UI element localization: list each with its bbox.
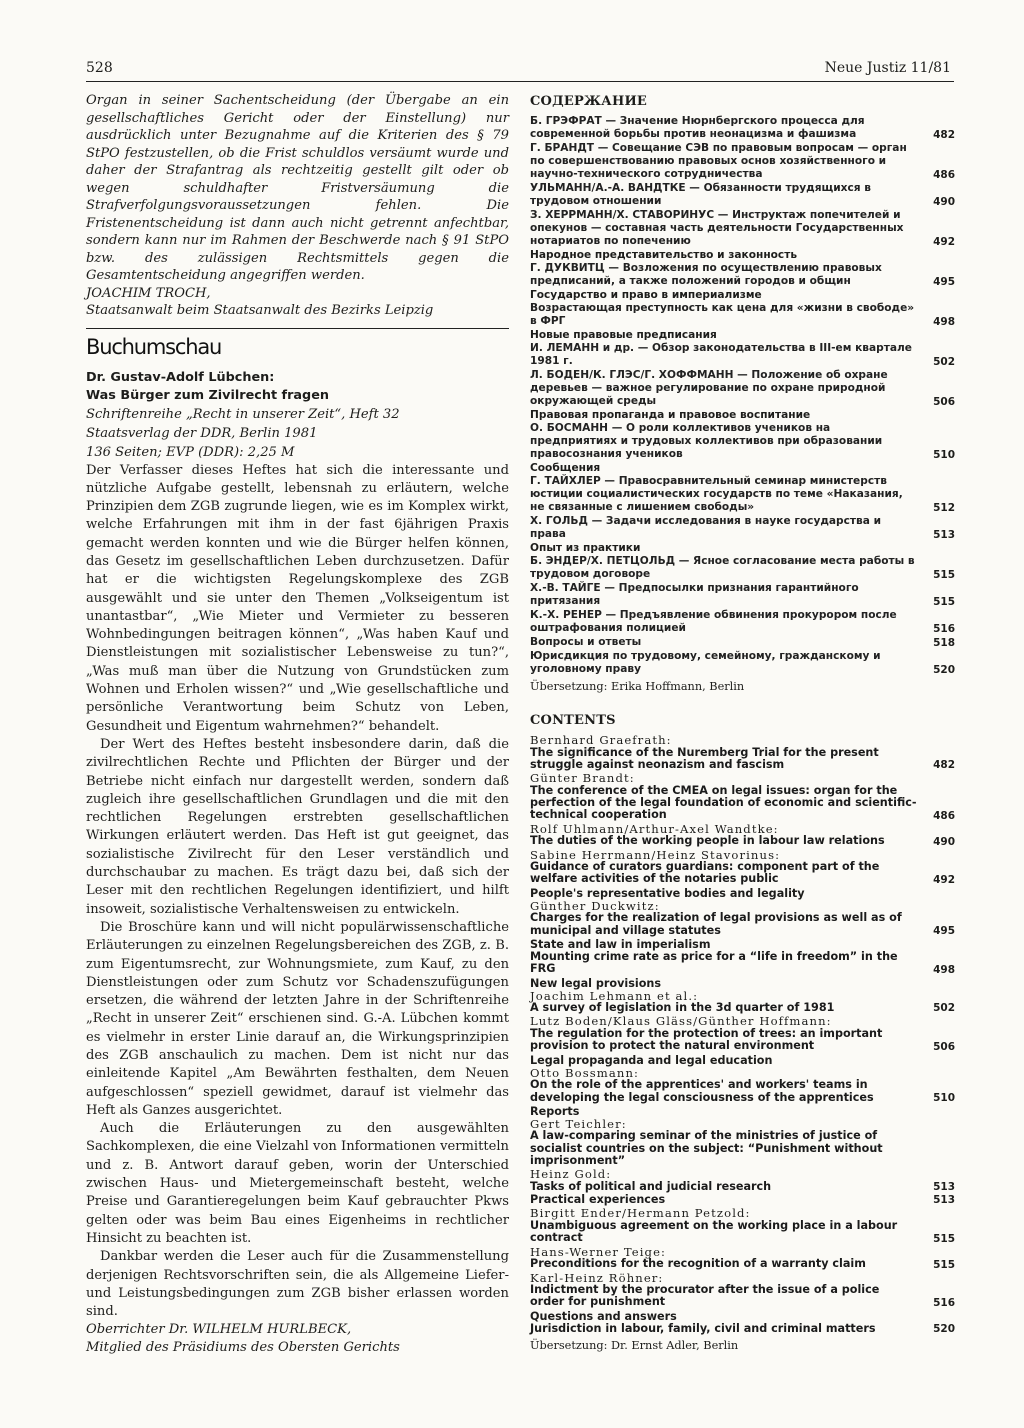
toc-russian-entry (530, 329, 955, 368)
toc-english-author: Bernhard Graefrath: (530, 733, 672, 747)
toc-english-category: People's representative bodies and legality (530, 886, 805, 900)
toc-english-category: State and law in imperialism (530, 937, 711, 951)
toc-english-author: Joachim Lehmann et al.: (530, 988, 699, 1003)
review-book-title: Was Bürger zum Zivilrecht fragen (86, 387, 329, 403)
toc-english-entry-text: Preconditions for the recognition of a warranty claim (530, 1257, 866, 1271)
toc-english-author: Lutz Boden/Klaus Gläss/Günther Hoffmann: (530, 1014, 832, 1029)
toc-english-author: Sabine Herrmann/Heinz Stavorinus: (530, 847, 781, 862)
toc-english-entry-row (530, 951, 955, 976)
toc-russian-entry-text: Юрисдикция по трудовому, семейному, гражданскому и уголовному праву (530, 650, 881, 675)
toc-russian-entry-row (530, 142, 955, 181)
toc-english-entry-text: Guidance of curators guardians: component part of the welfare activities of the notaries public (530, 860, 880, 886)
toc-russian-entry-row (530, 515, 955, 541)
toc-russian-entry-text: Г. ТАЙХЛЕР — Правосравнительный семинар министерств юстиции социалистических государств по теме «Наказания, не связанные с лишением свободы» (530, 475, 903, 513)
toc-russian-page-number: 482 (933, 129, 955, 141)
toc-english-entry (530, 1246, 955, 1271)
toc-english-author: Hans-Werner Teige: (530, 1244, 667, 1259)
toc-russian-entry-text: Г. ДУКВИТЦ — Возложения по осуществлению правовых предписаний, а также положений городов и общин (530, 262, 882, 287)
toc-english-page-number: 513 (933, 1194, 955, 1207)
toc-english-entry-row (530, 1028, 955, 1053)
toc-russian-entry-text: И. ЛЕМАНН и др. — Обзор законодательства в III-ем квартале 1981 г. (530, 342, 912, 367)
toc-english-entry-row (530, 1194, 955, 1206)
toc-russian-page-number: 520 (933, 664, 955, 676)
toc-russian-entry-row (530, 262, 955, 288)
toc-english-entry-row (530, 1284, 955, 1309)
toc-russian-page-number: 515 (933, 596, 955, 608)
toc-russian-entry (530, 182, 955, 208)
review-book-author: Dr. Gustav-Adolf Lübchen: (86, 369, 275, 385)
toc-russian-page-number: 512 (933, 502, 955, 514)
toc-english-page-number: 520 (933, 1323, 955, 1336)
toc-english-page-number: 502 (933, 1002, 955, 1015)
toc-english-page-number: 515 (933, 1232, 955, 1245)
toc-russian-list (530, 115, 955, 676)
toc-russian-entry (530, 462, 955, 514)
toc-english-translator: Übersetzung: Dr. Ernst Adler, Berlin (530, 1339, 739, 1353)
toc-russian-entry (530, 582, 955, 608)
toc-english-author: Rolf Uhlmann/Arthur-Axel Wandtke: (530, 821, 779, 836)
toc-english-entry-text: On the role of the apprentices' and workers' teams in developing the legal consciousness of the apprentices (530, 1078, 874, 1104)
toc-russian-entry-text: Г. БРАНДТ — Совещание СЭВ по правовым вопросам — орган по совершенствованию правовых основ хозяйственного и научно-технического сотрудничества (530, 142, 907, 180)
toc-russian-category: Правовая пропаганда и правовое воспитание (530, 409, 811, 421)
toc-russian-entry-text: Вопросы и ответы (530, 636, 642, 648)
toc-russian-page-number: 516 (933, 623, 955, 635)
toc-english-entry (530, 938, 955, 976)
toc-english-entry-text: The regulation for the protection of trees: an important provision to protect the natural environment (530, 1027, 883, 1053)
toc-russian-page-number: 502 (933, 356, 955, 368)
page-number: 528 (86, 60, 113, 76)
toc-english-entry-text: Tasks of political and judicial research (530, 1179, 772, 1193)
toc-russian-category: Народное представительство и законность (530, 249, 798, 261)
toc-russian-entry-text: Возрастающая преступность как цена для «жизни в свободе» в ФРГ (530, 302, 915, 327)
toc-russian-title: СОДЕРЖАНИЕ (530, 94, 648, 109)
toc-english-category: New legal provisions (530, 976, 662, 990)
toc-russian-entry-row (530, 475, 955, 514)
toc-russian-entry-row (530, 182, 955, 208)
toc-english-entry-text: The conference of the CMEA on legal issues: organ for the perfection of the legal foundation of economic and scientific-technical cooperation (530, 783, 917, 822)
toc-english-page-number: 482 (933, 759, 955, 772)
toc-russian-category: Новые правовые предписания (530, 329, 717, 341)
toc-english-page-number: 510 (933, 1091, 955, 1104)
review-details: 136 Seiten; EVP (DDR): 2,25 M (86, 444, 295, 460)
toc-russian-page-number: 518 (933, 637, 955, 649)
toc-russian-page-number: 506 (933, 396, 955, 408)
toc-english-entry-text: Jurisdiction in labour, family, civil and criminal matters (530, 1321, 876, 1335)
toc-english-entry-row (530, 747, 955, 772)
toc-russian-entry-row (530, 555, 955, 581)
toc-english-page-number: 490 (933, 835, 955, 848)
toc-english-entry (530, 1272, 955, 1309)
toc-english-entry (530, 1168, 955, 1193)
toc-english-entry-text: A survey of legislation in the 3d quarter of 1981 (530, 1001, 835, 1015)
toc-english-title: CONTENTS (530, 713, 616, 728)
toc-english-entry (530, 977, 955, 1015)
reviewer-title: Mitglied des Präsidiums des Obersten Gerichts (86, 1339, 400, 1355)
toc-russian-entry (530, 609, 955, 635)
toc-russian-translator: Übersetzung: Erika Hoffmann, Berlin (530, 680, 745, 693)
toc-english-author: Gert Teichler: (530, 1116, 627, 1131)
toc-english-entry-text: Unambiguous agreement on the working place in a labour contract (530, 1219, 898, 1245)
toc-english-entry-row (530, 1323, 955, 1335)
journal-issue: Neue Justiz 11/81 (824, 60, 951, 76)
toc-english-entry (530, 772, 955, 821)
header-rule (86, 81, 954, 82)
toc-russian-entry-text: О. БОСМАНН — О роли коллективов учеников на предприятиях и трудовых коллективов при образовании правосознания учеников (530, 422, 883, 460)
section-rule (86, 328, 509, 329)
review-paragraph: Der Verfasser dieses Heftes hat sich die interessante und nützliche Aufgabe gestellt, lebensnah zu erläutern, welche Prinzipien dem ZGB zugrunde liegen, wie es im Komplex wirkt, welche Erfahrungen mit ihm in der fast 6jährigen Praxis gemacht werden konnten und wie die Bürger helfen können, das Gesetz im gesellschaftlichen Leben durchzusetzen. Dafür hat er die wichtigsten Regelungskomplexe des ZGB ausgewählt und sie unter den Themen „Volkseigentum ist unantastbar“, „Wie Mieter und Vermieter zu besseren Wohnbedingungen beitragen können“, „Was haben Kauf und Dienstleistungen mit sozialistischer Lebensweise zu tun?“, „Was muß man über die Nutzung von Grundstücken zum Wohnen und Erholen wissen?“ und „Wie gesellschaftliche und persönliche Verantwortung beim Schutz von Leben, Gesundheit und Eigentum wahrnehmen?“ behandelt. (86, 462, 509, 734)
article-author-name: JOACHIM TROCH, (86, 285, 211, 301)
toc-english-entry-row (530, 912, 955, 937)
toc-english-entry (530, 823, 955, 848)
right-column (530, 92, 955, 1352)
toc-russian-page-number: 495 (933, 276, 955, 288)
toc-english-entry-row (530, 1079, 955, 1104)
toc-russian-entry (530, 515, 955, 541)
toc-russian-entry-row (530, 422, 955, 461)
toc-english-entry-row (530, 835, 955, 847)
toc-russian-page-number: 492 (933, 236, 955, 248)
toc-russian-page-number: 486 (933, 169, 955, 181)
toc-english-author: Otto Bossmann: (530, 1065, 640, 1080)
toc-english-author: Günter Brandt: (530, 771, 635, 786)
toc-russian-category: Государство и право в империализме (530, 289, 762, 301)
toc-russian-entry-text: Б. ГРЭФРАТ — Значение Нюрнбергского процесса для современной борьбы против неонацизма и фашизма (530, 115, 865, 140)
toc-russian-entry-text: К.-Х. РЕНЕР — Предъявление обвинения прокурором после оштрафования полицией (530, 609, 897, 634)
toc-russian-entry-row (530, 582, 955, 608)
toc-english-entry-row (530, 861, 955, 886)
toc-english-entry-row (530, 1130, 955, 1167)
toc-russian-entry (530, 249, 955, 288)
toc-russian-page-number: 513 (933, 529, 955, 541)
toc-english-author: Günther Duckwitz: (530, 898, 660, 913)
toc-russian-page-number: 515 (933, 569, 955, 581)
toc-russian-page-number: 490 (933, 196, 955, 208)
toc-russian-entry (530, 542, 955, 581)
toc-russian-page-number: 498 (933, 316, 955, 328)
toc-russian-entry (530, 115, 955, 141)
toc-english-entry-row (530, 1220, 955, 1245)
toc-english-category: Questions and answers (530, 1309, 677, 1323)
toc-english-list (530, 734, 955, 1335)
toc-russian-entry-row (530, 209, 955, 248)
review-paragraph: Der Wert des Heftes besteht insbesondere darin, daß die zivilrechtlichen Rechte und Pflichten der Bürger und der Betriebe nicht einfach nur dargestellt werden, sondern daß zugleich ihre gesellschaftlichen Grundlagen und die mit den rechtlichen Regelungen erstrebten gesellschaftlichen Wirkungen erläutert werden. Das Heft ist gut geeignet, das sozialistische Zivilrecht für den Leser verständlich und durchschaubar zu machen. Es trägt dazu bei, daß sich der Leser mit den rechtlichen Regelungen identifiziert, und hilft insoweit, sozialistische Verhaltensweisen zu entwickeln. (86, 736, 509, 917)
toc-english-page-number: 506 (933, 1040, 955, 1053)
toc-russian-entry (530, 289, 955, 328)
section-title: Buchumschau (86, 334, 222, 359)
toc-russian-category: Опыт из практики (530, 542, 641, 554)
review-publisher: Staatsverlag der DDR, Berlin 1981 (86, 425, 318, 441)
toc-english-entry-row (530, 1258, 955, 1270)
toc-russian-entry-row (530, 609, 955, 635)
review-paragraph: Dankbar werden die Leser auch für die Zusammenstellung derjenigen Rechtsvorschriften sein, die als Allgemeine Liefer- und Leistungsbedingungen zum ZGB bisher erlassen worden sind. (86, 1249, 509, 1320)
toc-russian-entry (530, 650, 955, 676)
review-series: Schriftenreihe „Recht in unserer Zeit“, Heft 32 (86, 406, 400, 422)
toc-english-page-number: 495 (933, 924, 955, 937)
toc-english-page-number: 516 (933, 1296, 955, 1309)
toc-english-entry (530, 1015, 955, 1052)
toc-english-entry-row (530, 1181, 955, 1193)
toc-english-entry (530, 887, 955, 937)
article-author-title: Staatsanwalt beim Staatsanwalt des Bezirks Leipzig (86, 303, 434, 318)
toc-russian-entry-row (530, 302, 955, 328)
toc-english-entry-row (530, 785, 955, 822)
toc-english-category: Legal propaganda and legal education (530, 1053, 773, 1067)
toc-russian-entry-text: Б. ЭНДЕР/Х. ПЕТЦОЛЬД — Ясное согласование места работы в трудовом договоре (530, 555, 915, 580)
toc-russian-entry (530, 636, 955, 649)
toc-russian-entry-text: Л. БОДЕН/К. ГЛЭС/Г. ХОФФМАНН — Положение об охране деревьев — важное регулирование по охране природной окружающей среды (530, 369, 888, 407)
toc-english-page-number: 492 (933, 873, 955, 886)
toc-english-page-number: 515 (933, 1258, 955, 1271)
toc-english-entry (530, 1207, 955, 1244)
toc-english-page-number: 486 (933, 809, 955, 822)
toc-english-entry-text: The significance of the Nuremberg Trial for the present struggle against neonazism and fascism (530, 745, 879, 771)
toc-russian-entry (530, 409, 955, 461)
toc-english-entry (530, 849, 955, 886)
toc-russian-entry-row (530, 342, 955, 368)
toc-english-page-number: 513 (933, 1181, 955, 1194)
toc-russian-entry-text: Х. ГОЛЬД — Задачи исследования в науке государства и права (530, 515, 882, 540)
toc-russian-category: Сообщения (530, 462, 601, 474)
toc-russian-entry-row (530, 115, 955, 141)
toc-russian-entry-text: УЛЬМАНН/А.-А. ВАНДТКЕ — Обязанности трудящихся в трудовом отношении (530, 182, 871, 207)
toc-english-author: Heinz Gold: (530, 1167, 612, 1182)
reviewer-name: Oberrichter Dr. WILHELM HURLBECK, (86, 1322, 352, 1338)
toc-english-page-number: 498 (933, 963, 955, 976)
toc-russian-entry-row (530, 650, 955, 676)
toc-english-entry (530, 1054, 955, 1104)
toc-english-entry-text: The duties of the working people in labour law relations (530, 834, 885, 848)
toc-russian-entry (530, 142, 955, 181)
review-paragraph: Die Broschüre kann und will nicht populärwissenschaftliche Erläuterungen zu einzelnen Regelungsbereichen des ZGB, z. B. zum Eigentumsrecht, zur Wohnungsmiete, zum Kauf, zu den Dienstleistungen oder zum Schutz vor Schadenszufügungen ersetzen, die während der letzten Jahre in der Schriftenreihe „Recht in unserer Zeit“ erschienen sind. G.-A. Lübchen kommt es vielmehr in erster Linie darauf an, die Wirkungsprinzipien des ZGB anschaulich zu machen. Dem ist nicht nur das einleitende Kapitel „Am Bewährten festhalten, dem Neuen aufgeschlossen“ speziell gewidmet, darauf ist vielmehr das Heft als Ganzes ausgerichtet. (86, 919, 509, 1118)
toc-english-entry-text: Practical experiences (530, 1193, 666, 1207)
toc-english-entry-text: A law-comparing seminar of the ministries of justice of socialist countries on the subject: “Punishment without imprisonment” (530, 1129, 883, 1167)
toc-english-entry-row (530, 1002, 955, 1014)
toc-english-category: Reports (530, 1104, 580, 1118)
toc-english-entry (530, 1194, 955, 1206)
toc-russian-entry (530, 369, 955, 408)
toc-english-entry-text: Indictment by the procurator after the issue of a police order for punishment (530, 1283, 880, 1309)
left-column (86, 92, 509, 1356)
toc-english-author: Birgitt Ender/Hermann Petzold: (530, 1206, 751, 1221)
continued-article-text: Organ in seiner Sachentscheidung (der Übergabe an ein gesellschaftliches Gericht oder der Einstellung) nur ausdrücklich unter Bezugnahme auf die Kriterien des § 79 StPO festzustellen, ob die Frist schuldlos versäumt wurde und daher der Strafantrag als rechtzeitig gestellt gilt oder ob wegen schuldhafter Fristversäumung die Strafverfolgungsvoraussetzungen fehlen. Die Fristenentscheidung ist dann auch nicht getrennt anfechtbar, sondern kann nur im Rahmen der Beschwerde nach § 91 StPO bzw. des zulässigen Rechtsmittels gegen die Gesamtentscheidung angegriffen werden. (86, 93, 509, 283)
toc-english-entry (530, 734, 955, 771)
toc-english-entry (530, 1105, 955, 1167)
toc-russian-entry-text: Х.-В. ТАЙГЕ — Предпосылки признания гарантийного притязания (530, 582, 859, 607)
toc-english-entry-text: Mounting crime rate as price for a “life in freedom” in the FRG (530, 949, 898, 976)
toc-english-entry (530, 1310, 955, 1335)
toc-russian-entry-text: З. ХЕРРМАНН/Х. СТАВОРИНУС — Инструктаж попечителей и опекунов — составная часть деятельности Государственных нотариатов по попечению (530, 209, 904, 247)
toc-english-author: Karl-Heinz Röhner: (530, 1270, 664, 1285)
review-header (86, 369, 509, 462)
toc-russian-entry (530, 209, 955, 248)
toc-russian-entry-row (530, 636, 955, 649)
toc-russian-entry-row (530, 369, 955, 408)
review-paragraph: Auch die Erläuterungen zu den ausgewählten Sachkomplexen, die eine Vielzahl von Informationen vermitteln und z. B. Antwort darauf geben, worin der Unterschied zwischen Haus- und Mietergemeinschaft besteht, welche Preise und Garantieregelungen beim Kauf gebrauchter Pkws gelten oder was beim Bau eines Eigenheims in rechtlicher Hinsicht zu beachten ist. (86, 1121, 509, 1246)
toc-russian-page-number: 510 (933, 449, 955, 461)
toc-english-entry-text: Charges for the realization of legal provisions as well as of municipal and village statutes (530, 911, 902, 937)
